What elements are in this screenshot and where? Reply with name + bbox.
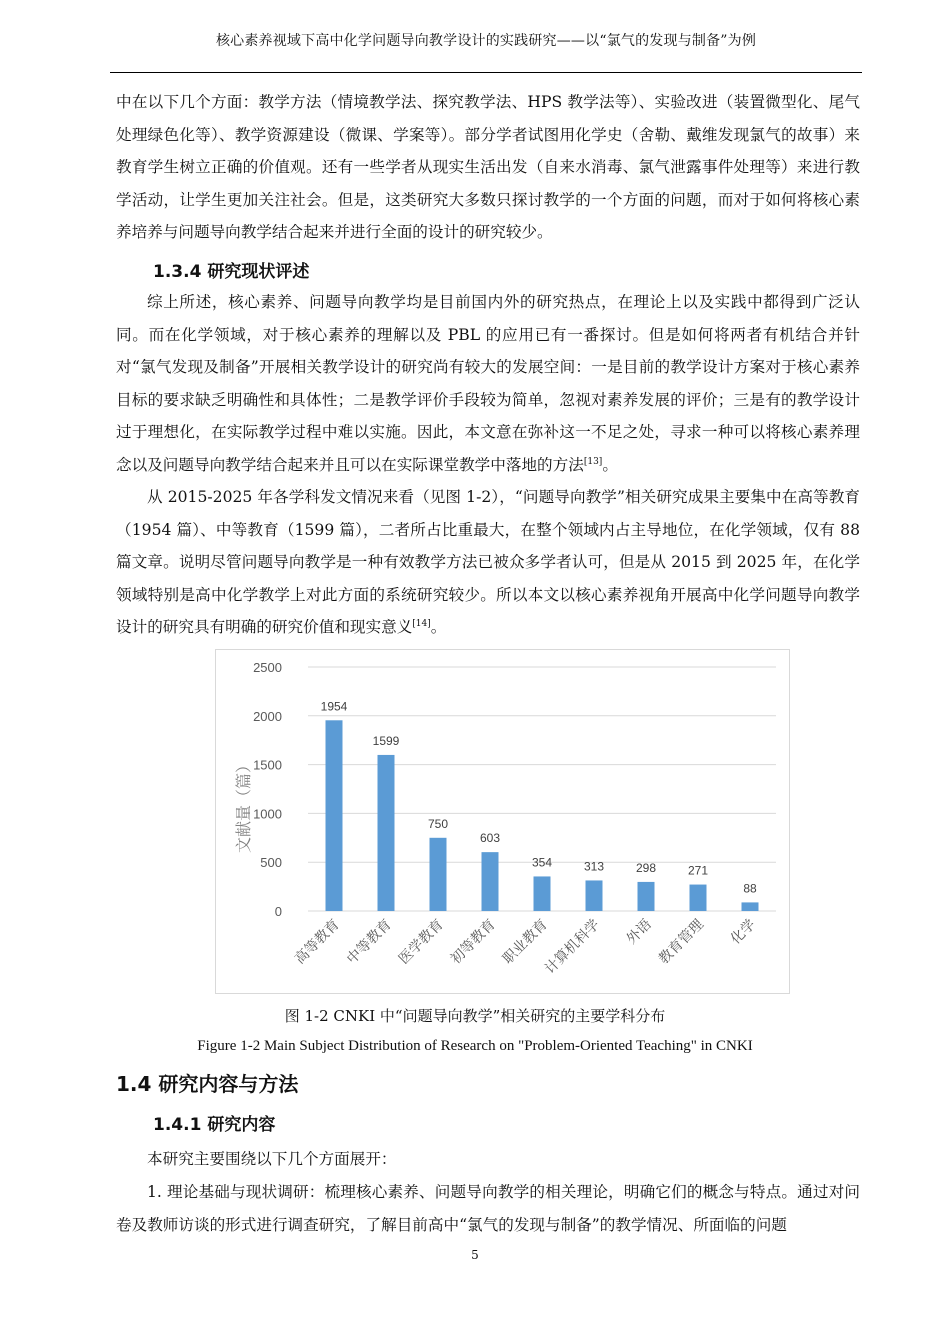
bar bbox=[378, 755, 395, 911]
y-tick-label: 2500 bbox=[253, 660, 282, 675]
section-heading-1-4-1: 1.4.1 研究内容 bbox=[153, 1115, 276, 1135]
category-label: 初等教育 bbox=[447, 915, 499, 967]
category-label: 教育管理 bbox=[655, 915, 707, 967]
category-label: 中等教育 bbox=[343, 915, 395, 967]
y-axis-title: 文献量（篇） bbox=[236, 756, 253, 854]
bar bbox=[742, 902, 759, 911]
subject-distribution-chart bbox=[215, 649, 790, 994]
bar bbox=[638, 882, 655, 911]
paragraph-review-end: 。 bbox=[602, 455, 618, 474]
running-header: 核心素养视域下高中化学问题导向教学设计的实践研究——以“氯气的发现与制备”为例 bbox=[215, 33, 757, 49]
bar-chart-svg bbox=[216, 650, 791, 995]
data-label: 354 bbox=[531, 855, 553, 870]
data-label: 1954 bbox=[320, 699, 348, 714]
citation-13: [13] bbox=[583, 456, 603, 467]
section-heading-1-3-4: 1.3.4 研究现状评述 bbox=[153, 262, 310, 282]
data-label: 313 bbox=[583, 859, 605, 874]
bar bbox=[326, 720, 343, 911]
paragraph-publication-stats bbox=[116, 481, 860, 644]
paragraph-stats-text: 从 2015-2025 年各学科发文情况来看（见图 1-2），“问题导向教学”相关研究成果主要集中在高等教育（1954 篇）、中等教育（1599 篇），二者所占比重最大，在整个领域内占主导地位，在化学领域，仅有 88 篇文章。说明尽管问题导向教学是一种有效教学方法已被众多学者认可，但是从 2015 到 2025 年，在化学领域特别是高中化学教学上对此方面的系统研究较少。所以本文以核心素养视角开展高中化学问题导向教学设计的研究具有明确的研究价值和现实意义 bbox=[116, 488, 860, 637]
paragraph-item-1: 1. 理论基础与现状调研：梳理核心素养、问题导向教学的相关理论，明确它们的概念与特点。通过对问卷及教师访谈的形式进行调查研究，了解目前高中“氯气的发现与制备”的教学情况、所面临的问题 bbox=[116, 1183, 860, 1234]
category-label: 化学 bbox=[727, 915, 759, 947]
category-label: 计算机科学 bbox=[541, 915, 603, 977]
paragraph-research-intro: 本研究主要围绕以下几个方面展开： bbox=[147, 1150, 397, 1168]
category-label: 职业教育 bbox=[499, 915, 551, 967]
category-label: 医学教育 bbox=[395, 915, 447, 967]
bar bbox=[482, 852, 499, 911]
category-label: 外语 bbox=[623, 915, 655, 947]
data-label: 298 bbox=[635, 860, 657, 875]
bar bbox=[690, 885, 707, 911]
page-number: 5 bbox=[471, 1248, 479, 1262]
citation-14: [14] bbox=[412, 619, 431, 630]
paragraph-research-focus: 中在以下几个方面：教学方法（情境教学法、探究教学法、HPS 教学法等）、实验改进（装置微型化、尾气处理绿色化等）、教学资源建设（微课、学案等）。部分学者试图用化学史（舍勒、戴维发现氯气的故事）来教育学生树立正确的价值观。还有一些学者从现实生活出发（自来水消毒、氯气泄露事件处理等）来进行教学活动，让学生更加关注社会。但是，这类研究大多数只探讨教学的一个方面的问题，而对于如何将核心素养培养与问题导向教学结合起来并进行全面的设计的研究较少。 bbox=[116, 93, 860, 242]
y-tick-label: 2000 bbox=[253, 708, 282, 724]
section-heading-1-4: 1.4 研究内容与方法 bbox=[116, 1072, 299, 1096]
header-divider bbox=[110, 72, 862, 73]
data-label: 88 bbox=[743, 881, 757, 896]
y-tick-label: 1000 bbox=[253, 806, 282, 822]
bar bbox=[430, 838, 447, 911]
y-tick-label: 1500 bbox=[253, 757, 282, 773]
paragraph-stats-end: 。 bbox=[430, 618, 447, 637]
y-tick-label: 500 bbox=[260, 855, 282, 871]
data-label: 271 bbox=[687, 863, 709, 878]
bar bbox=[586, 880, 603, 911]
data-label: 603 bbox=[479, 831, 501, 846]
y-tick-label: 0 bbox=[274, 904, 282, 919]
data-label: 750 bbox=[427, 816, 449, 831]
paragraph-review-summary bbox=[116, 286, 860, 482]
bar bbox=[534, 876, 551, 911]
figure-caption-english: Figure 1-2 Main Subject Distribution of Research on "Problem-Oriented Teaching" in CNKI bbox=[197, 1038, 753, 1054]
figure-caption-chinese: 图 1-2 CNKI 中“问题导向教学”相关研究的主要学科分布 bbox=[284, 1007, 666, 1025]
paragraph-review-text: 综上所述，核心素养、问题导向教学均是目前国内外的研究热点，在理论上以及实践中都得到广泛认同。而在化学领域，对于核心素养的理解以及 PBL 的应用已有一番探讨。但是如何将两者有机结合并针对“氯气发现及制备”开展相关教学设计的研究尚有较大的发展空间：一是目前的教学设计方案对于核心素养目标的要求缺乏明确性和具体性；二是教学评价手段较为简单，忽视对素养发展的评价；三是有的教学设计过于理想化，在实际教学过程中难以实施。因此，本文意在弥补这一不足之处，寻求一种可以将核心素养理念以及问题导向教学结合起来并且可以在实际课堂教学中落地的方法 bbox=[116, 293, 860, 474]
data-label: 1599 bbox=[372, 733, 400, 748]
category-label: 高等教育 bbox=[291, 915, 343, 967]
